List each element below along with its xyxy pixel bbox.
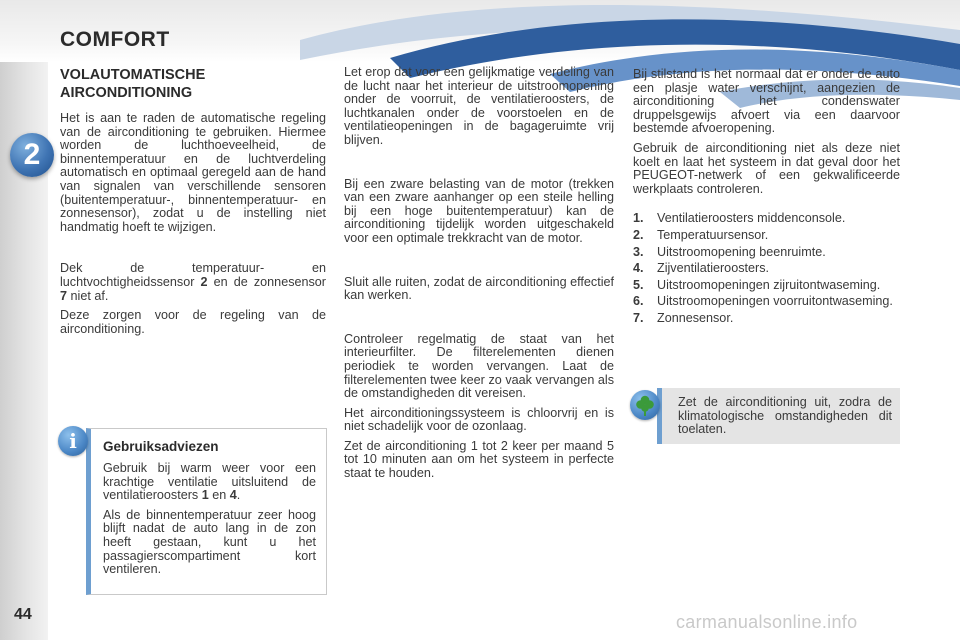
list-item-text: Ventilatieroosters middenconsole. bbox=[657, 211, 846, 226]
page-number: 44 bbox=[14, 606, 32, 623]
usage-tips-title: Gebruiksadviezen bbox=[103, 439, 219, 454]
list-item-text: Uitstroomopeningen zijruitontwaseming. bbox=[657, 277, 881, 292]
info-icon: i bbox=[58, 426, 88, 456]
usage-tip-ref-1: 1 bbox=[201, 488, 209, 503]
sensor-text-b: en de zonnesensor bbox=[213, 274, 326, 289]
usage-tip-2: Als de binnentemperatuur zeer hoog blijft nadat de auto lang in de zon heeft gestaan, kunt u het passagierscompartiment kort ventileren. bbox=[103, 507, 316, 577]
chapter-number-badge: 2 bbox=[10, 133, 54, 177]
regulation-paragraph: Deze zorgen voor de regeling van de airconditioning. bbox=[60, 308, 326, 336]
sensor-text-a: Dek de temperatuur- en luchtvochtigheidssensor bbox=[60, 261, 326, 289]
usage-tip-1-end: . bbox=[236, 488, 241, 503]
network-paragraph: Gebruik de airconditioning niet als deze niet koelt en laat het systeem in dat geval door het PEUGEOT-netwerk of een gekwalificeerde werkplaats controleren. bbox=[633, 140, 900, 196]
section-title-line1: VOLAUTOMATISCHE bbox=[60, 67, 206, 83]
list-item-number: 3. bbox=[633, 244, 644, 259]
usage-tip-1-text: Gebruik bij warm weer voor een krachtige ventilatie uitsluitend de ventilatieroosters bbox=[103, 461, 316, 503]
usage-tip-1-and: en bbox=[212, 488, 227, 503]
engine-load-paragraph: Bij een zware belasting van de motor (trekken van een zware aanhanger op een steile helling bij een hoge buitentemperatuur) kan de airconditioning tijdelijk worden uitgeschakeld voor een optimale trekkracht van de motor. bbox=[344, 176, 614, 245]
usage-tip-1 bbox=[103, 462, 316, 503]
list-item-number: 2. bbox=[633, 227, 644, 242]
list-item bbox=[633, 229, 900, 243]
list-item-number: 7. bbox=[633, 310, 644, 325]
list-item-text: Uitstroomopening beenruimte. bbox=[657, 244, 826, 259]
list-item bbox=[633, 312, 900, 326]
list-item bbox=[633, 295, 900, 309]
chapter-title: COMFORT bbox=[60, 28, 170, 51]
section-title bbox=[60, 66, 326, 102]
ventilation-paragraph: Let erop dat voor een gelijkmatige verdeling van de lucht naar het interieur de uitstroomopening onder de voorruit, de ventilatieroosters, de luchtkanalen onder de voorstoelen en de ventilatieopeningen in de bagageruimte vrij blijven. bbox=[344, 65, 614, 147]
list-item-number: 6. bbox=[633, 294, 644, 309]
list-item-text: Uitstroomopeningen voorruitontwaseming. bbox=[657, 294, 893, 309]
list-item-text: Zijventilatieroosters. bbox=[657, 261, 769, 276]
close-windows-paragraph: Sluit alle ruiten, zodat de airconditioning effectief kan werken. bbox=[344, 274, 615, 303]
section-title-line2: AIRCONDITIONING bbox=[60, 85, 193, 101]
sensor-paragraph bbox=[60, 262, 326, 303]
maintenance-paragraph: Zet de airconditioning 1 tot 2 keer per maand 5 tot 10 minuten aan om het systeem in perfecte staat te houden. bbox=[344, 438, 614, 481]
left-margin-strip bbox=[0, 0, 48, 640]
eco-tip-text: Zet de airconditioning uit, zodra de klimatologische omstandigheden dit toelaten. bbox=[678, 395, 892, 437]
list-item bbox=[633, 212, 900, 226]
list-item bbox=[633, 246, 900, 260]
sensor-ref-7: 7 bbox=[60, 288, 68, 303]
chlorine-paragraph: Het airconditioningssysteem is chloorvrij en is niet schadelijk voor de ozonlaag. bbox=[344, 405, 614, 434]
column-left bbox=[60, 66, 326, 336]
list-item bbox=[633, 279, 900, 293]
usage-tip-ref-4: 4 bbox=[229, 488, 237, 503]
list-item-number: 4. bbox=[633, 261, 644, 276]
sensor-ref-2: 2 bbox=[200, 274, 208, 289]
column-middle bbox=[344, 66, 614, 481]
watermark-text: carmanualsonline.info bbox=[676, 612, 858, 632]
list-item-number: 5. bbox=[633, 277, 644, 292]
sensor-text-c: niet af. bbox=[70, 288, 109, 303]
condensation-paragraph: Bij stilstand is het normaal dat er onder de auto een plasje water verschijnt, aangezien de airconditioning het condenswater druppelsgewijs afvoert via een daarvoor bestemde afvoeropening. bbox=[633, 67, 900, 136]
usage-tips-box bbox=[86, 428, 327, 595]
list-item-number: 1. bbox=[633, 211, 644, 226]
column-right bbox=[633, 66, 900, 329]
clover-eco-icon bbox=[630, 390, 660, 420]
filter-paragraph: Controleer regelmatig de staat van het interieurfilter. De filterelementen dienen periodiek te worden vervangen. Laat de filterelementen twee keer zo vaak vervangen als de omstandigheden dit vereisen. bbox=[344, 331, 614, 401]
eco-tip-box bbox=[657, 388, 900, 444]
list-item-text: Temperatuursensor. bbox=[657, 227, 769, 242]
component-list bbox=[633, 212, 900, 325]
list-item bbox=[633, 262, 900, 276]
intro-paragraph: Het is aan te raden de automatische regeling van de airconditioning te gebruiken. Hiermee worden de luchthoeveelheid, de binnentemperatuur en de luchtverdeling automatisch en optimaal geregeld aan de hand van signalen van verschillende sensoren (buitentemperatuur-, binnentemperatuur- en zonnesensor), zodat u de instelling niet handmatig hoeft te wijzigen. bbox=[60, 111, 326, 234]
list-item-text: Zonnesensor. bbox=[657, 310, 734, 325]
